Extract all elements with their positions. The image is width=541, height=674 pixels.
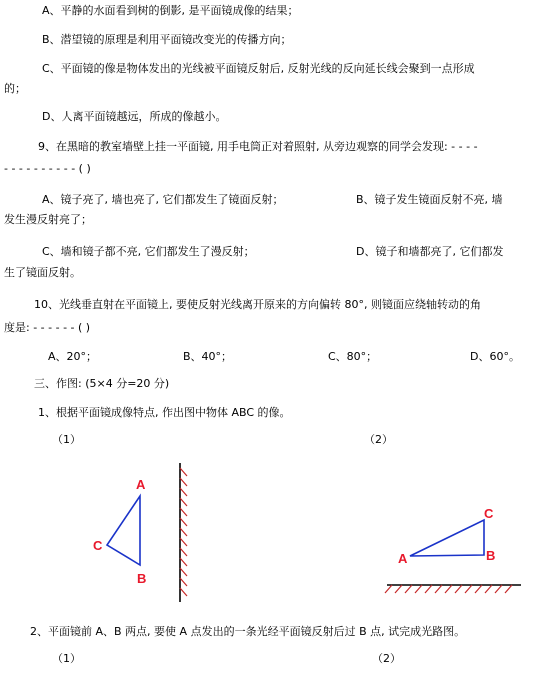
q10-option-a: A、20°； xyxy=(48,350,98,363)
figure-2-point-b: B xyxy=(486,548,496,563)
q10-option-c: C、80°； xyxy=(328,350,378,363)
q9-option-a: A、镜子亮了, 墙也亮了, 它们都发生了镜面反射； xyxy=(42,193,284,206)
figure-1-label-right: （2） xyxy=(364,433,393,446)
mirror-horizontal xyxy=(385,585,521,593)
section-title: 三、作图: (5×4 分=20 分) xyxy=(34,377,170,390)
q8-option-c-line2: 的； xyxy=(4,82,26,95)
problem-1-text: 1、根据平面镜成像特点, 作出图中物体 ABC 的像。 xyxy=(38,406,291,419)
q9-option-d-line1: D、镜子和墙都亮了, 它们都发 xyxy=(356,245,504,258)
q9-option-b-line1: B、镜子发生镜面反射不亮, 墙 xyxy=(356,193,503,206)
mirror-hatch-mark xyxy=(475,585,482,593)
mirror-hatch-mark xyxy=(425,585,432,593)
q10-stem-line2: 度是: - - - - - - ( ) xyxy=(4,321,91,334)
mirror-hatch-mark xyxy=(180,528,187,536)
q8-option-c-line1: C、平面镜的像是物体发出的光线被平面镜反射后, 反射光线的反向延长线会聚到一点形成 xyxy=(42,62,475,75)
figure-2-label-left: （1） xyxy=(52,652,81,665)
q9-option-c: C、墙和镜子都不亮, 它们都发生了漫反射； xyxy=(42,245,255,258)
figure-2-point-a: A xyxy=(398,551,408,566)
q9-stem-line2: - - - - - - - - - - ( ) xyxy=(4,162,91,175)
mirror-hatch-mark xyxy=(435,585,442,593)
mirror-hatch-mark xyxy=(180,558,187,566)
q10-stem-line1: 10、光线垂直射在平面镜上, 要使反射光线离开原来的方向偏转 80°, 则镜面应绕轴转动的角 xyxy=(34,298,481,311)
mirror-hatch-mark xyxy=(180,588,187,596)
problem-2-text: 2、平面镜前 A、B 两点, 要使 A 点发出的一条光经平面镜反射后过 B 点, 试完成光路图。 xyxy=(30,625,466,638)
mirror-hatch-mark xyxy=(495,585,502,593)
mirror-hatch-mark xyxy=(180,488,187,496)
mirror-hatch-mark xyxy=(455,585,462,593)
q8-option-d: D、人离平面镜越远，所成的像越小。 xyxy=(42,110,227,123)
mirror-vertical xyxy=(180,463,187,602)
mirror-hatch-mark xyxy=(180,508,187,516)
q10-option-d: D、60°。 xyxy=(470,350,520,363)
figure-1-label-left: （1） xyxy=(52,433,81,446)
mirror-hatch-mark xyxy=(180,578,187,586)
q10-option-b: B、40°； xyxy=(183,350,233,363)
mirror-hatch-mark xyxy=(445,585,452,593)
q9-stem-line1: 9、在黑暗的教室墙壁上挂一平面镜, 用手电筒正对着照射, 从旁边观察的同学会发现: - - - - xyxy=(38,140,478,153)
q9-option-b-line2: 发生漫反射亮了； xyxy=(4,213,92,226)
mirror-hatch-mark xyxy=(180,568,187,576)
triangle-abc-1 xyxy=(107,496,140,565)
mirror-hatch-mark xyxy=(180,518,187,526)
mirror-hatch-mark xyxy=(405,585,412,593)
q8-option-a: A、平静的水面看到树的倒影, 是平面镜成像的结果； xyxy=(42,4,299,17)
triangle-abc-2 xyxy=(410,520,484,556)
figure-1-point-b: B xyxy=(137,571,147,586)
figure-2-point-c: C xyxy=(484,506,494,521)
mirror-hatch-mark xyxy=(180,498,187,506)
mirror-hatch-mark xyxy=(485,585,492,593)
mirror-hatch-mark xyxy=(180,468,187,476)
mirror-hatch-mark xyxy=(180,478,187,486)
figure-1-point-a: A xyxy=(136,477,146,492)
mirror-hatch-mark xyxy=(180,538,187,546)
mirror-hatch-mark xyxy=(415,585,422,593)
mirror-hatch-mark xyxy=(385,585,392,593)
q9-option-d-line2: 生了镜面反射。 xyxy=(4,266,81,279)
mirror-hatch-mark xyxy=(465,585,472,593)
mirror-hatch-mark xyxy=(505,585,512,593)
figure-1-point-c: C xyxy=(93,538,103,553)
figure-2-label-right: （2） xyxy=(372,652,401,665)
mirror-hatch-mark xyxy=(180,548,187,556)
q8-option-b: B、潜望镜的原理是利用平面镜改变光的传播方向； xyxy=(42,33,292,46)
mirror-hatch-mark xyxy=(395,585,402,593)
